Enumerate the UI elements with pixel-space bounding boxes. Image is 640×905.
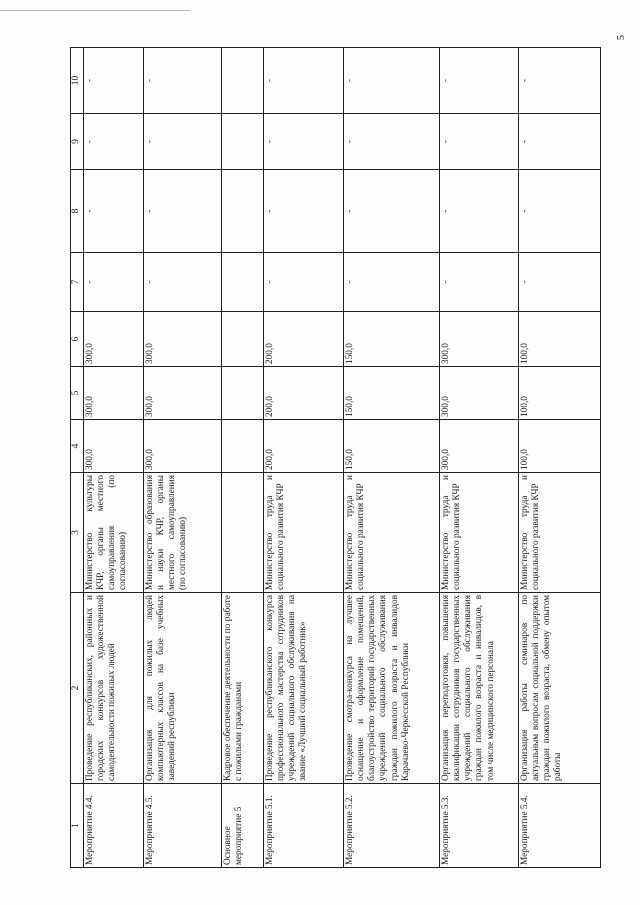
scan-edge-line — [0, 10, 190, 11]
column-header: 5 — [71, 367, 84, 420]
value-col-10: - — [84, 48, 144, 114]
value-col-5: 300,0 — [84, 367, 144, 420]
column-header: 9 — [71, 114, 84, 170]
column-header: 2 — [71, 593, 84, 784]
table-row — [84, 48, 144, 868]
column-header: 1 — [71, 784, 84, 868]
column-header: 8 — [71, 170, 84, 253]
value-col-9: - — [519, 114, 601, 170]
value-col-10: - — [144, 48, 222, 114]
value-col-5: 150,0 — [344, 367, 440, 420]
activity-description: Кадровое обеспечение деятельности по работе с пожилыми гражданами — [222, 593, 264, 784]
activity-executor: Министерство труда и социального развития КЧР — [344, 473, 440, 593]
value-col-6: 300,0 — [84, 312, 144, 367]
activity-id: Мероприятие 5.1. — [264, 784, 344, 868]
value-col-10: - — [344, 48, 440, 114]
value-col-10: - — [519, 48, 601, 114]
column-header: 6 — [71, 312, 84, 367]
value-col-8 — [222, 170, 264, 253]
value-col-10 — [222, 48, 264, 114]
activity-description: Проведение смотра-конкурса на лучшее оснащение и оформление помещений, благоустройство территорий государственных учреждений социального обслуживания граждан пожилого возраста и инвалидов Карачаево-Черкесской Республики — [344, 593, 440, 784]
value-col-9: - — [144, 114, 222, 170]
table-row — [344, 48, 440, 868]
activity-description: Проведение республиканских, районных и городских конкурсов художественной самодеятельности пожилых людей — [84, 593, 144, 784]
column-header: 10 — [71, 48, 84, 114]
header-row — [71, 48, 84, 868]
value-col-6: 100,0 — [519, 312, 601, 367]
value-col-5: 300,0 — [144, 367, 222, 420]
value-col-4: 200,0 — [264, 420, 344, 473]
page-number: 5 — [616, 35, 627, 40]
value-col-7: - — [440, 253, 519, 312]
value-col-7: - — [519, 253, 601, 312]
value-col-6: 150,0 — [344, 312, 440, 367]
column-header: 4 — [71, 420, 84, 473]
value-col-5: 300,0 — [440, 367, 519, 420]
activity-executor: Министерство труда и социального развития КЧР — [440, 473, 519, 593]
value-col-9: - — [440, 114, 519, 170]
value-col-9 — [222, 114, 264, 170]
value-col-6: 200,0 — [264, 312, 344, 367]
value-col-10: - — [440, 48, 519, 114]
activity-executor: Министерство образования и науки КЧР, органы местного самоуправления (по согласованию) — [144, 473, 222, 593]
value-col-10: - — [264, 48, 344, 114]
value-col-5 — [222, 367, 264, 420]
table-row — [144, 48, 222, 868]
value-col-6: 300,0 — [440, 312, 519, 367]
activity-id: Мероприятие 5.3. — [440, 784, 519, 868]
value-col-8: - — [84, 170, 144, 253]
value-col-7 — [222, 253, 264, 312]
program-activities-table — [70, 47, 601, 868]
value-col-7: - — [144, 253, 222, 312]
activity-description: Проведение республиканского конкурса профессионального мастерства сотрудников учреждений социального обслуживания на звание «Лучший социальный работник» — [264, 593, 344, 784]
value-col-4 — [222, 420, 264, 473]
activity-executor: Министерство культуры КЧР, органы местного самоуправления (по согласованию) — [84, 473, 144, 593]
value-col-8: - — [264, 170, 344, 253]
value-col-9: - — [84, 114, 144, 170]
table-row — [519, 48, 601, 868]
value-col-5: 100,0 — [519, 367, 601, 420]
value-col-4: 300,0 — [144, 420, 222, 473]
activity-description: Организация для пожилых людей компьютерных классов на базе учебных заведений республики — [144, 593, 222, 784]
value-col-8: - — [440, 170, 519, 253]
activity-description: Организация работы семинаров по актуальным вопросам социальной поддержки граждан пожилого возраста, обмену опытом работы — [519, 593, 601, 784]
activity-executor: Министерство труда и социального развития КЧР — [264, 473, 344, 593]
value-col-6 — [222, 312, 264, 367]
column-header: 7 — [71, 253, 84, 312]
value-col-4: 300,0 — [84, 420, 144, 473]
table-row — [222, 48, 264, 868]
activity-description: Организация переподготовки, повышения квалификации сотрудников государственных учреждений социального обслуживания граждан пожилого возраста и инвалидов, в том числе медицинского персонала — [440, 593, 519, 784]
value-col-6: 300,0 — [144, 312, 222, 367]
value-col-4: 300,0 — [440, 420, 519, 473]
activity-id: Мероприятие 5.4. — [519, 784, 601, 868]
value-col-9: - — [264, 114, 344, 170]
value-col-7: - — [84, 253, 144, 312]
value-col-8: - — [344, 170, 440, 253]
value-col-8: - — [519, 170, 601, 253]
activity-id: Основное мероприятие 5 — [222, 784, 264, 868]
rotated-page — [70, 48, 640, 868]
value-col-8: - — [144, 170, 222, 253]
activity-id: Мероприятие 4.4. — [84, 784, 144, 868]
table-row — [440, 48, 519, 868]
value-col-4: 150,0 — [344, 420, 440, 473]
table-row — [264, 48, 344, 868]
activity-id: Мероприятие 4.5. — [144, 784, 222, 868]
value-col-4: 100,0 — [519, 420, 601, 473]
activity-executor — [222, 473, 264, 593]
value-col-5: 200,0 — [264, 367, 344, 420]
value-col-7: - — [264, 253, 344, 312]
activity-executor: Министерство труда и социального развития КЧР — [519, 473, 601, 593]
value-col-9: - — [344, 114, 440, 170]
activity-id: Мероприятие 5.2. — [344, 784, 440, 868]
column-header: 3 — [71, 473, 84, 593]
value-col-7: - — [344, 253, 440, 312]
